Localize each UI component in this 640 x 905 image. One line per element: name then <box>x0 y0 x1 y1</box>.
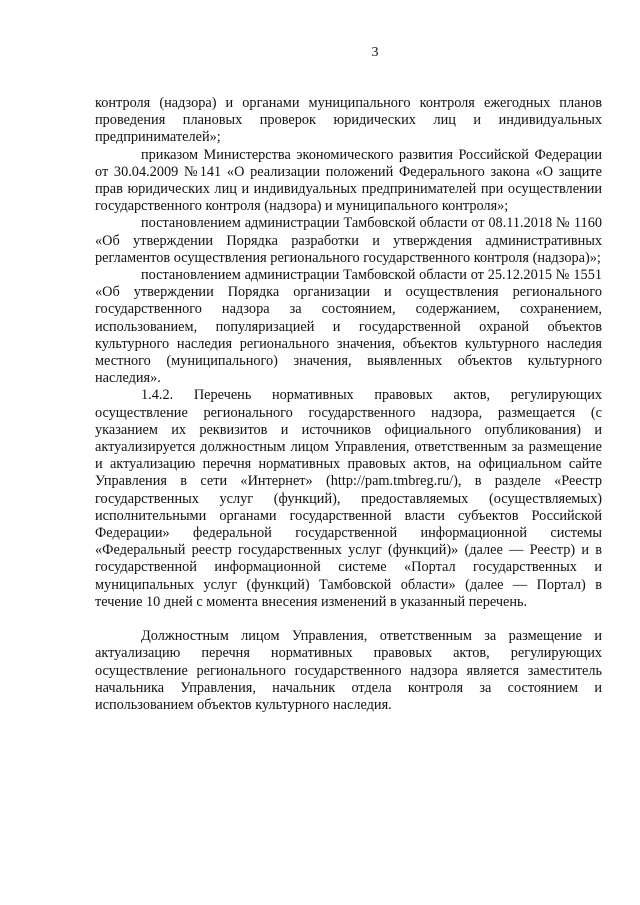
paragraph-3: постановлением администрации Тамбовской области от 08.11.2018 № 1160 «Об утверждении Порядка разработки и утверждения административных регламентов осуществления регионального государственного контроля (надзора)»; <box>95 215 602 266</box>
paragraph-1: контроля (надзора) и органами муниципального контроля ежегодных планов проведения плановых проверок юридических лиц и индивидуальных предпринимателей»; <box>95 95 602 146</box>
paragraph-6: Должностным лицом Управления, ответственным за размещение и актуализацию перечня нормативных правовых актов, регулирующих осуществление регионального государственного надзора является заместитель начальника Управления, начальник отдела контроля за состоянием и использованием объектов культурного наследия. <box>95 628 602 713</box>
paragraph-2: приказом Министерства экономического развития Российской Федерации от 30.04.2009 №141 «О реализации положений Федерального закона «О защите прав юридических лиц и индивидуальных предпринимателей при осуществлении государственного контроля (надзора) и муниципального контроля»; <box>95 146 602 215</box>
document-body <box>95 95 602 714</box>
paragraph-5: 1.4.2. Перечень нормативных правовых актов, регулирующих осуществление регионального государственного надзора, размещается (с указанием их реквизитов и источников официального опубликования) и актуализируется должностным лицом Управления, ответственным за размещение и актуализацию перечня нормативных правовых актов, на официальном сайте Управления в сети «Интернет» (http://pam.tmbreg.ru/), в разделе «Реестр государственных услуг (функций), предоставляемых (осуществляемых) исполнительными органами государственной власти субъектов Российской Федерации» федеральной государственной информационной системы «Федеральный реестр государственных услуг (функций)» (далее — Реестр) и в государственной информационной системе «Портал государственных и муниципальных услуг (функций) Тамбовской области» (далее — Портал) в течение 10 дней с момента внесения изменений в указанный перечень. <box>95 387 602 610</box>
page-number: 3 <box>371 45 379 60</box>
paragraph-4: постановлением администрации Тамбовской области от 25.12.2015 № 1551 «Об утверждении Порядка организации и осуществления регионального государственного надзора за состоянием, содержанием, сохранением, использованием, популяризацией и государственной охраной объектов культурного наследия регионального значения, объектов культурного наследия местного (муниципального) значения, выявленных объектов культурного наследия». <box>95 267 602 387</box>
